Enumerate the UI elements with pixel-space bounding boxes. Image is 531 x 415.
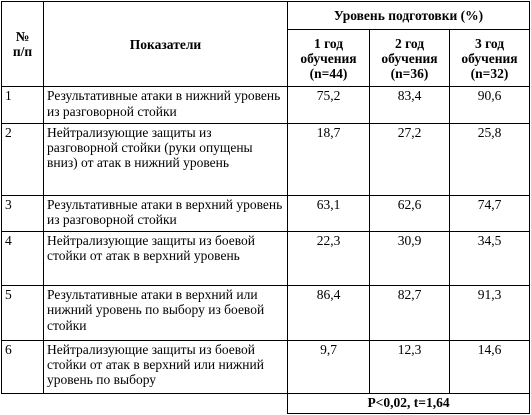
row-label: Нейтрализующие защиты из разговорной стойки (руки опущены вниз) от атак в нижний уровень [44,123,288,195]
row-label: Результативные атаки в верхний уровень из разговорной стойки [44,195,288,231]
footer-row [2,393,530,413]
header-year-3: 3 год обучения (n=32) [450,30,530,87]
row-value-year-2: 62,6 [370,195,450,231]
row-number: 4 [2,232,44,286]
header-year-1: 1 год обучения (n=44) [288,30,370,87]
row-number: 2 [2,123,44,195]
row-value-year-3: 34,5 [450,232,530,286]
row-value-year-1: 22,3 [288,232,370,286]
row-value-year-3: 91,3 [450,286,530,340]
results-table [1,1,530,414]
row-value-year-2: 27,2 [370,123,450,195]
header-year-2: 2 год обучения (n=36) [370,30,450,87]
row-value-year-1: 86,4 [288,286,370,340]
header-row-top [2,2,530,30]
table-row [2,340,530,393]
row-value-year-1: 9,7 [288,340,370,393]
row-value-year-1: 75,2 [288,87,370,123]
row-value-year-2: 83,4 [370,87,450,123]
footer-stats: P<0,02, t=1,64 [288,393,530,413]
row-value-year-3: 74,7 [450,195,530,231]
row-number: 3 [2,195,44,231]
table-row [2,286,530,340]
table-row [2,87,530,123]
row-value-year-3: 90,6 [450,87,530,123]
row-value-year-3: 14,6 [450,340,530,393]
row-value-year-2: 30,9 [370,232,450,286]
row-label: Результативные атаки в верхний или нижний уровень по выбору из боевой стойки [44,286,288,340]
row-value-year-2: 82,7 [370,286,450,340]
row-value-year-1: 18,7 [288,123,370,195]
header-num: № п/п [2,2,44,87]
table-row [2,123,530,195]
footer-blank [2,393,288,413]
row-value-year-2: 12,3 [370,340,450,393]
row-label: Нейтрализующие защиты из боевой стойки от атак в верхний или нижний уровень по выбору [44,340,288,393]
row-label: Нейтрализующие защиты из боевой стойки от атак в верхний уровень [44,232,288,286]
header-level: Уровень подготовки (%) [288,2,530,30]
row-value-year-1: 63,1 [288,195,370,231]
table-row [2,232,530,286]
row-number: 6 [2,340,44,393]
row-value-year-3: 25,8 [450,123,530,195]
row-number: 1 [2,87,44,123]
header-indicator: Показатели [44,2,288,87]
row-number: 5 [2,286,44,340]
row-label: Результативные атаки в нижний уровень из разговорной стойки [44,87,288,123]
table-row [2,195,530,231]
